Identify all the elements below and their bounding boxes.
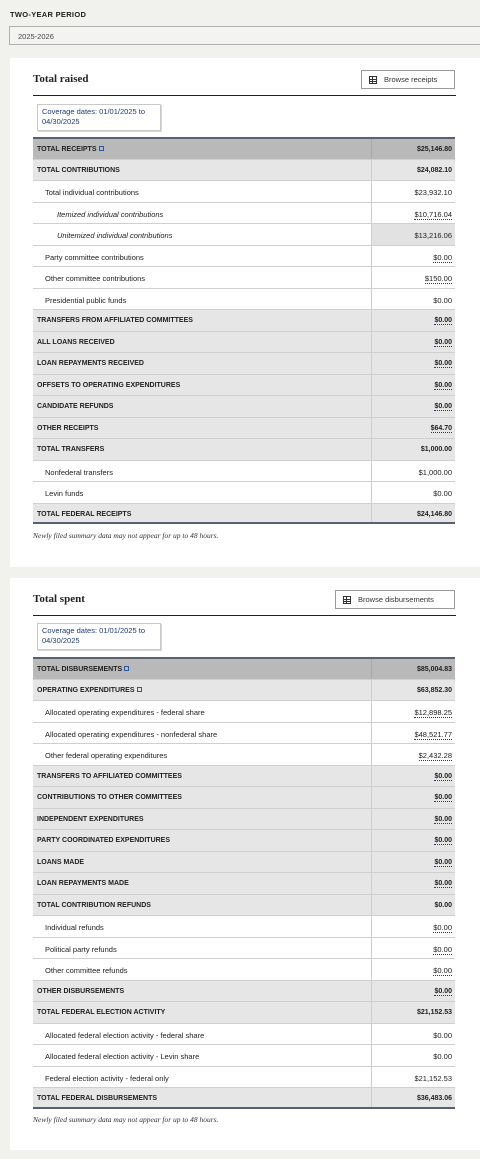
table-row — [33, 1023, 455, 1045]
row-label: OTHER DISBURSEMENTS — [37, 987, 125, 995]
period-label: TWO-YEAR PERIOD — [10, 10, 87, 19]
table-row — [33, 937, 455, 959]
row-label: Party committee contributions — [45, 252, 144, 262]
row-value: $0.00 — [433, 1052, 452, 1061]
row-value-link[interactable]: $0.00 — [434, 381, 452, 389]
row-label: LOANS MADE — [37, 858, 85, 866]
row-label: Itemized individual contributions — [57, 209, 164, 219]
table-row — [33, 657, 455, 679]
row-label: TRANSFERS FROM AFFILIATED COMMITTEES — [37, 317, 193, 324]
row-label: TOTAL FEDERAL ELECTION ACTIVITY — [37, 1009, 166, 1016]
table-row — [33, 808, 455, 830]
row-label: OFFSETS TO OPERATING EXPENDITURES — [37, 381, 181, 389]
browse-receipts-button[interactable] — [361, 70, 455, 89]
row-label: CONTRIBUTIONS TO OTHER COMMITTEES — [37, 794, 182, 801]
table-row — [33, 374, 455, 396]
table-icon — [343, 596, 351, 604]
coverage-dates: Coverage dates: 01/01/2025 to 04/30/2025 — [37, 623, 161, 650]
row-label: Individual refunds — [45, 923, 104, 932]
row-value-link[interactable]: $150.00 — [424, 274, 452, 283]
row-label: TOTAL CONTRIBUTIONS — [37, 166, 120, 174]
row-label: ALL LOANS RECEIVED — [37, 338, 115, 346]
row-label: TRANSFERS TO AFFILIATED COMMITTEES — [37, 772, 182, 780]
row-value-link[interactable]: $0.00 — [434, 987, 452, 995]
table-row — [33, 872, 455, 894]
row-value-link[interactable]: $0.00 — [434, 815, 452, 823]
row-value: $0.00 — [433, 489, 452, 498]
table-row — [33, 958, 455, 980]
row-value: $1,000.00 — [418, 467, 452, 477]
row-value-link[interactable]: $0.00 — [433, 944, 452, 954]
external-link-icon[interactable] — [137, 687, 142, 692]
table-row — [33, 417, 455, 439]
row-value-link[interactable]: $0.00 — [433, 966, 452, 975]
table-row — [33, 223, 455, 245]
table-row — [33, 829, 455, 851]
panel-title: Total spent — [33, 593, 85, 605]
table-row — [33, 395, 455, 417]
row-value: $0.00 — [433, 295, 452, 305]
row-label: Allocated operating expenditures - federal share — [45, 708, 205, 717]
data-note: Newly filed summary data may not appear for up to 48 hours. — [33, 531, 219, 540]
row-value: $1,000.00 — [420, 446, 452, 453]
divider — [33, 95, 456, 96]
row-label: TOTAL FEDERAL RECEIPTS — [37, 510, 132, 518]
table-row — [33, 202, 455, 224]
row-value-link[interactable]: $0.00 — [434, 317, 452, 324]
row-value-link[interactable]: $0.00 — [434, 858, 452, 866]
external-link-icon[interactable] — [99, 146, 104, 151]
row-value: $63,852.30 — [416, 686, 452, 694]
row-value-link[interactable]: $0.00 — [434, 794, 452, 801]
table-icon — [369, 76, 377, 84]
table-row — [33, 700, 455, 722]
row-value: $24,082.10 — [416, 166, 452, 174]
external-link-icon[interactable] — [124, 666, 129, 671]
row-label: Total individual contributions — [45, 188, 139, 197]
row-label: Federal election activity - federal only — [45, 1073, 169, 1083]
row-value: $85,004.83 — [416, 666, 452, 673]
row-value-link[interactable]: $0.00 — [433, 252, 452, 262]
row-value: $0.00 — [434, 901, 452, 909]
table-row — [33, 915, 455, 937]
row-label: LOAN REPAYMENTS MADE — [37, 880, 129, 887]
row-label: INDEPENDENT EXPENDITURES — [37, 815, 144, 823]
total-spent-panel — [10, 578, 480, 1150]
table-row — [33, 1001, 455, 1023]
row-value-link[interactable]: $2,432.28 — [418, 751, 452, 760]
row-label: Political party refunds — [45, 944, 117, 954]
table-row — [33, 266, 455, 288]
row-label: CANDIDATE REFUNDS — [37, 403, 114, 410]
row-value-link[interactable]: $0.00 — [434, 772, 452, 780]
row-value-link[interactable]: $0.00 — [434, 880, 452, 887]
row-value: $0.00 — [433, 1030, 452, 1040]
row-label: PARTY COORDINATED EXPENDITURES — [37, 837, 171, 844]
row-label[interactable]: TOTAL DISBURSEMENTS — [37, 666, 123, 673]
table-row — [33, 786, 455, 808]
row-label: Unitemized individual contributions — [57, 231, 173, 240]
table-row — [33, 765, 455, 787]
row-value: $13,216.06 — [414, 231, 452, 240]
table-row — [33, 180, 455, 202]
total-raised-panel — [10, 58, 480, 567]
table-row — [33, 1087, 455, 1109]
row-label: TOTAL TRANSFERS — [37, 446, 105, 453]
row-value-link[interactable]: $12,898.25 — [414, 708, 452, 717]
table-row — [33, 1044, 455, 1066]
row-value-link[interactable]: $48,521.77 — [414, 729, 452, 739]
row-label[interactable]: TOTAL RECEIPTS — [37, 146, 97, 153]
row-value-link[interactable]: $64.70 — [430, 424, 452, 432]
row-value: $21,152.53 — [416, 1009, 452, 1016]
row-value: $36,483.06 — [416, 1095, 452, 1102]
browse-receipts-label: Browse receipts — [384, 75, 438, 84]
row-label[interactable]: OPERATING EXPENDITURES — [37, 686, 135, 694]
row-label: Allocated operating expenditures - nonfederal share — [45, 729, 218, 739]
row-value-link[interactable]: $0.00 — [434, 338, 452, 346]
receipts-table — [33, 137, 455, 524]
row-label: Other federal operating expenditures — [45, 751, 168, 760]
table-row — [33, 1066, 455, 1088]
disbursements-table — [33, 657, 455, 1109]
row-value-link[interactable]: $10,716.04 — [414, 209, 452, 219]
row-label: OTHER RECEIPTS — [37, 424, 99, 432]
data-note: Newly filed summary data may not appear for up to 48 hours. — [33, 1115, 219, 1124]
row-label: Allocated federal election activity - federal share — [45, 1030, 205, 1040]
table-row — [33, 980, 455, 1002]
table-row — [33, 894, 455, 916]
row-label: TOTAL FEDERAL DISBURSEMENTS — [37, 1095, 158, 1102]
browse-disbursements-label: Browse disbursements — [358, 595, 434, 604]
browse-disbursements-button[interactable] — [335, 590, 455, 609]
row-value-link[interactable]: $0.00 — [434, 360, 452, 367]
table-row — [33, 288, 455, 310]
table-row — [33, 331, 455, 353]
row-value: $23,932.10 — [414, 188, 452, 197]
table-row — [33, 245, 455, 267]
table-row — [33, 503, 455, 525]
table-row — [33, 679, 455, 701]
table-row — [33, 159, 455, 181]
row-value-link[interactable]: $0.00 — [433, 923, 452, 932]
panel-title: Total raised — [33, 73, 89, 85]
row-label: TOTAL CONTRIBUTION REFUNDS — [37, 901, 151, 909]
row-label: Presidential public funds — [45, 295, 127, 305]
row-label: Nonfederal transfers — [45, 467, 113, 477]
row-label: Other committee refunds — [45, 966, 128, 975]
row-value-link[interactable]: $0.00 — [434, 403, 452, 410]
table-row — [33, 743, 455, 765]
row-label: Levin funds — [45, 489, 84, 498]
row-label: LOAN REPAYMENTS RECEIVED — [37, 360, 144, 367]
table-row — [33, 851, 455, 873]
row-value-link[interactable]: $0.00 — [434, 837, 452, 844]
table-row — [33, 438, 455, 460]
row-value: $25,146.80 — [416, 146, 452, 153]
table-row — [33, 481, 455, 503]
divider — [33, 615, 456, 616]
table-row — [33, 352, 455, 374]
table-row — [33, 137, 455, 159]
table-row — [33, 309, 455, 331]
coverage-dates: Coverage dates: 01/01/2025 to 04/30/2025 — [37, 104, 161, 131]
table-row — [33, 722, 455, 744]
row-label: Allocated federal election activity - Levin share — [45, 1052, 200, 1061]
row-value: $21,152.53 — [414, 1073, 452, 1083]
period-select[interactable]: 2025-2026 — [9, 26, 480, 45]
row-value: $24,146.80 — [416, 510, 452, 518]
table-row — [33, 460, 455, 482]
row-label: Other committee contributions — [45, 274, 146, 283]
